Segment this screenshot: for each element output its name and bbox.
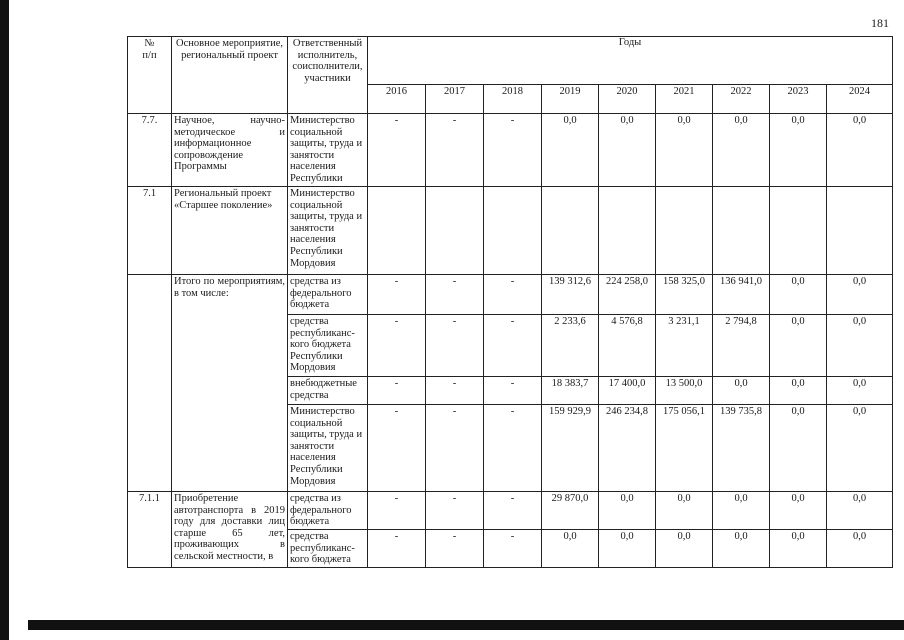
year-cell: 2023 [770, 85, 827, 114]
header-row [128, 37, 893, 85]
value-cell: 17 400,0 [599, 377, 656, 405]
header-activity: Основное мероприятие, региональный проект [172, 37, 288, 114]
value-cell [656, 187, 713, 275]
year-cell: 2022 [713, 85, 770, 114]
row-executor: Министерство социальной защиты, труда и занятости населения Республики Мордовия [288, 187, 368, 275]
value-cell: - [484, 315, 542, 377]
value-cell: 29 870,0 [542, 492, 599, 530]
value-cell: 0,0 [656, 114, 713, 187]
row-executor: средства республиканс-кого бюджета [288, 530, 368, 568]
value-cell: 0,0 [656, 492, 713, 530]
year-cell: 2018 [484, 85, 542, 114]
value-cell: - [484, 405, 542, 492]
value-cell: - [426, 315, 484, 377]
row-activity: Региональный проект «Старшее поколение» [172, 187, 288, 275]
year-cell: 2019 [542, 85, 599, 114]
row-activity: Приобретение автотранспорта в 2019 году для доставки лиц старше 65 лет, проживающих в сельской местности, в [172, 492, 288, 568]
value-cell: 175 056,1 [656, 405, 713, 492]
value-cell: - [368, 492, 426, 530]
value-cell [368, 187, 426, 275]
row-num: 7.1 [128, 187, 172, 275]
value-cell: 3 231,1 [656, 315, 713, 377]
scan-bottom-edge [28, 620, 904, 630]
value-cell: 0,0 [542, 530, 599, 568]
value-cell: 0,0 [770, 530, 827, 568]
row-executor: средства республиканс-кого бюджета Республики Мордовия [288, 315, 368, 377]
value-cell [599, 187, 656, 275]
value-cell: 158 325,0 [656, 275, 713, 315]
value-cell [426, 187, 484, 275]
year-cell: 2016 [368, 85, 426, 114]
row-executor: средства из федерального бюджета [288, 275, 368, 315]
row-num: 7.1.1 [128, 492, 172, 568]
table-row [128, 187, 893, 275]
value-cell: - [484, 492, 542, 530]
value-cell: 0,0 [770, 315, 827, 377]
value-cell [827, 187, 893, 275]
value-cell: - [426, 405, 484, 492]
page-number: 181 [871, 16, 889, 30]
value-cell: 18 383,7 [542, 377, 599, 405]
value-cell: 2 233,6 [542, 315, 599, 377]
value-cell: 0,0 [770, 377, 827, 405]
value-cell: 0,0 [542, 114, 599, 187]
value-cell: - [426, 377, 484, 405]
value-cell: - [368, 275, 426, 315]
value-cell: 0,0 [599, 114, 656, 187]
value-cell: 4 576,8 [599, 315, 656, 377]
value-cell: 224 258,0 [599, 275, 656, 315]
value-cell [713, 187, 770, 275]
row-executor: Министерство социальной защиты, труда и занятости населения Республики Мордовия [288, 405, 368, 492]
row-activity: Научное, научно-методическое и информационное сопровождение Программы [172, 114, 288, 187]
value-cell: - [368, 114, 426, 187]
value-cell: 0,0 [770, 405, 827, 492]
value-cell: 13 500,0 [656, 377, 713, 405]
value-cell: 0,0 [713, 530, 770, 568]
value-cell: 0,0 [713, 492, 770, 530]
value-cell: 159 929,9 [542, 405, 599, 492]
value-cell: 0,0 [827, 530, 893, 568]
value-cell: - [484, 377, 542, 405]
value-cell: - [426, 530, 484, 568]
header-years: Годы [368, 37, 893, 85]
year-cell: 2021 [656, 85, 713, 114]
value-cell: - [368, 315, 426, 377]
header-num: № п/п [128, 37, 172, 114]
header-executor: Ответственный исполнитель, соисполнители, участники [288, 37, 368, 114]
table-row [128, 492, 893, 530]
value-cell: 139 735,8 [713, 405, 770, 492]
year-cell: 2017 [426, 85, 484, 114]
value-cell: 0,0 [770, 275, 827, 315]
row-activity: Итого по мероприятиям, в том числе: [172, 275, 288, 492]
value-cell [770, 187, 827, 275]
funding-table [127, 36, 893, 568]
value-cell: 136 941,0 [713, 275, 770, 315]
row-executor: Министерство социальной защиты, труда и занятости населения Республики [288, 114, 368, 187]
value-cell: 0,0 [770, 114, 827, 187]
value-cell: 0,0 [827, 405, 893, 492]
value-cell: - [368, 405, 426, 492]
value-cell: 0,0 [827, 377, 893, 405]
value-cell: 0,0 [827, 275, 893, 315]
value-cell [542, 187, 599, 275]
value-cell: - [426, 275, 484, 315]
value-cell: 2 794,8 [713, 315, 770, 377]
value-cell: 139 312,6 [542, 275, 599, 315]
value-cell: - [426, 114, 484, 187]
value-cell: 0,0 [827, 114, 893, 187]
value-cell: 0,0 [770, 492, 827, 530]
row-num [128, 275, 172, 492]
value-cell [484, 187, 542, 275]
value-cell: - [368, 530, 426, 568]
row-executor: средства из федерального бюджета [288, 492, 368, 530]
value-cell: - [484, 275, 542, 315]
value-cell: 0,0 [656, 530, 713, 568]
value-cell: 0,0 [827, 492, 893, 530]
scan-left-edge [0, 0, 9, 640]
value-cell: 0,0 [713, 114, 770, 187]
row-executor: внебюджетные средства [288, 377, 368, 405]
value-cell: - [484, 114, 542, 187]
value-cell: - [368, 377, 426, 405]
value-cell: 0,0 [713, 377, 770, 405]
value-cell: - [484, 530, 542, 568]
table-row [128, 114, 893, 187]
value-cell: 0,0 [827, 315, 893, 377]
year-cell: 2020 [599, 85, 656, 114]
value-cell: - [426, 492, 484, 530]
row-num: 7.7. [128, 114, 172, 187]
table-row [128, 275, 893, 315]
year-cell: 2024 [827, 85, 893, 114]
value-cell: 0,0 [599, 530, 656, 568]
value-cell: 0,0 [599, 492, 656, 530]
value-cell: 246 234,8 [599, 405, 656, 492]
